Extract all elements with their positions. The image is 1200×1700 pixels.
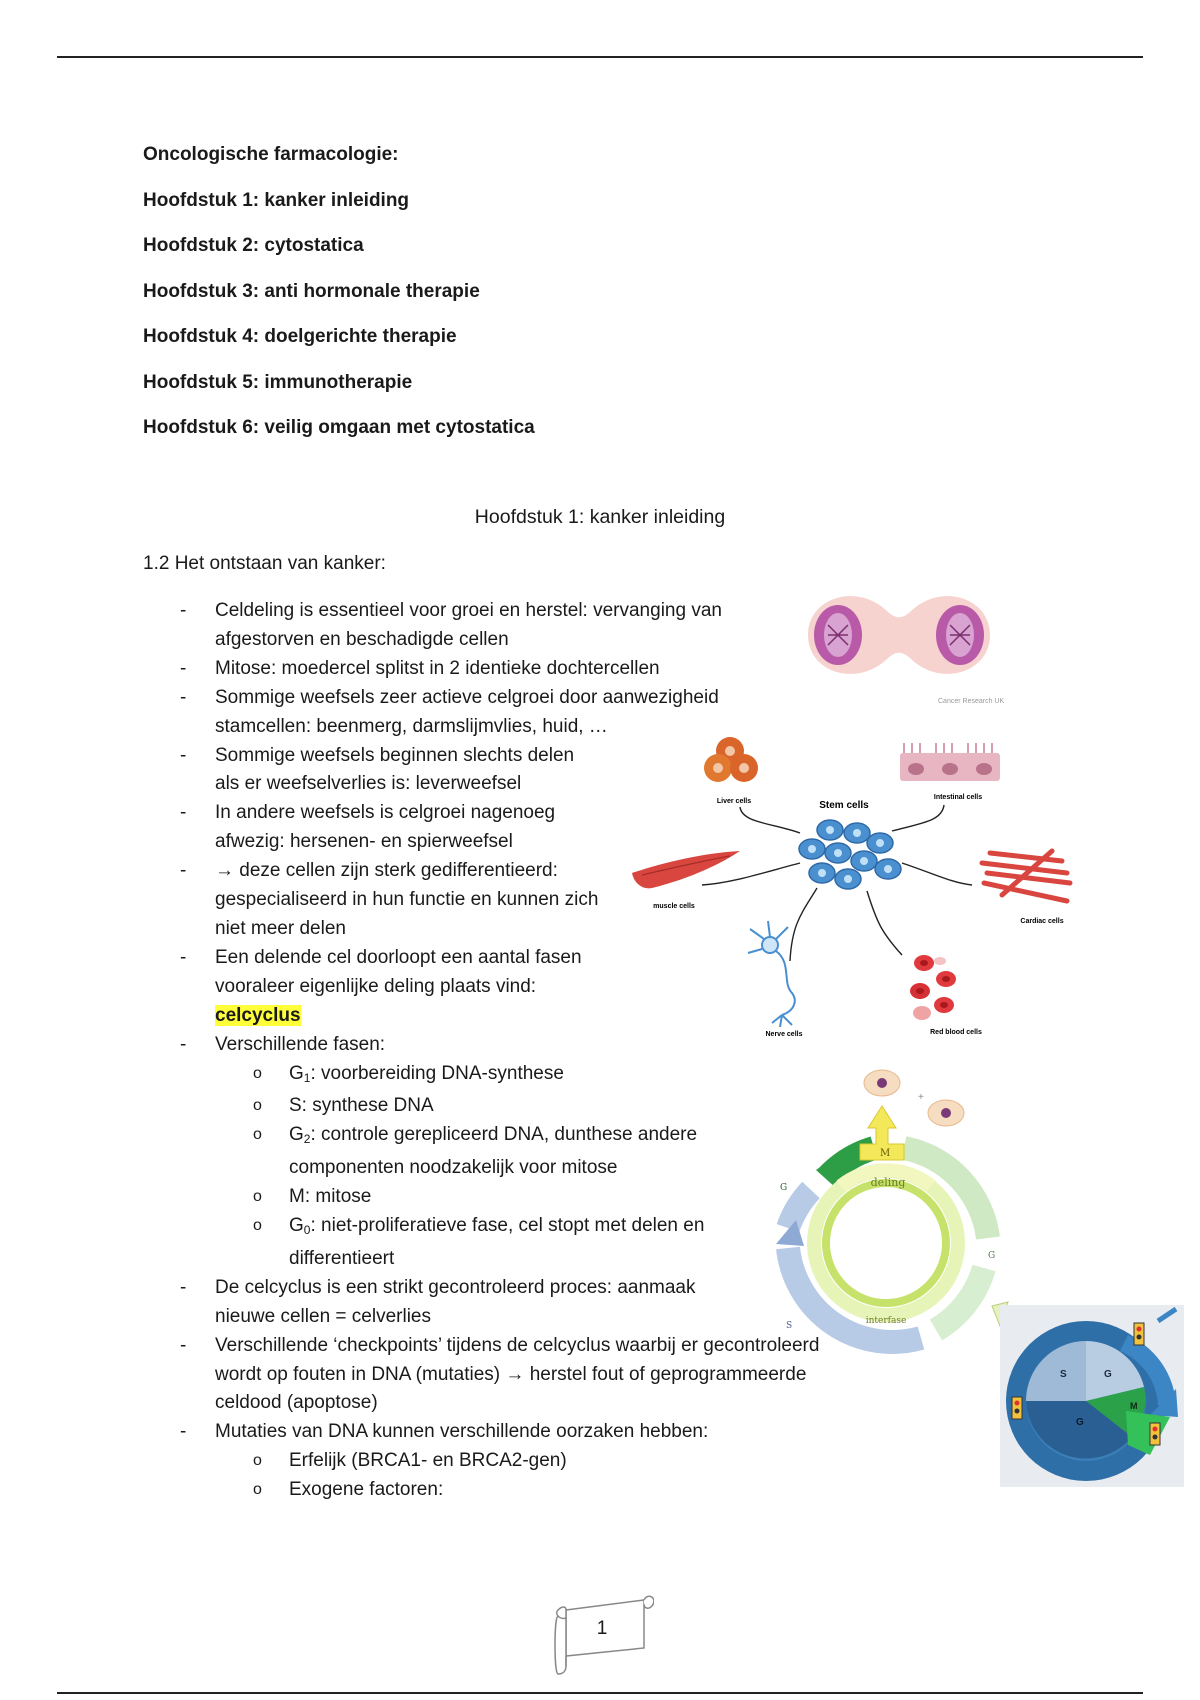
svg-text:deling: deling (870, 1176, 906, 1189)
stem-cells-figure (622, 723, 1092, 1043)
bullet-item: - Sommige weefsels zeer actieve celgroei door aanwezigheid stamcellen: beenmerg, darmslijmvlies, huid, … (143, 684, 753, 742)
phase-m: o M: mitose (143, 1183, 863, 1212)
mitosis-credit: Cancer Research UK (938, 698, 1005, 705)
svg-text:interfase: interfase (865, 1316, 907, 1326)
bullet-item: - Mitose: moedercel splitst in 2 identieke dochtercellen (143, 655, 783, 684)
bullet-item: - Verschillende fasen: (143, 1031, 863, 1060)
svg-text:G: G (780, 1183, 788, 1193)
phase-g0: o $G_0$: niet-proliferatieve fase, cel stopt met delen en differentieert (143, 1212, 718, 1274)
svg-text:Red blood cells: Red blood cells (930, 1029, 982, 1036)
toc-chapter: Hoofdstuk 4: doelgerichte therapie (143, 326, 457, 347)
phase-g1: o $G_1$: voorbereiding DNA-synthese (143, 1060, 863, 1093)
svg-text:Intestinal cells: Intestinal cells (933, 794, 983, 801)
toc-chapter: Hoofdstuk 3: anti hormonale therapie (143, 280, 480, 302)
svg-text:G: G (988, 1251, 996, 1261)
toc-chapter: Hoofdstuk 5: immunotherapie (143, 371, 413, 393)
table-of-contents (143, 143, 843, 462)
mitosis-figure (788, 577, 1010, 707)
page-number-scroll (548, 1590, 654, 1680)
phase-g2: o $G_2$: controle gerepliceerd DNA, dunthese andere componenten noodzakelijk voor mitose (143, 1121, 723, 1183)
phase-s: o S: synthese DNA (143, 1092, 863, 1121)
bottom-rule (57, 1692, 1143, 1694)
svg-text:muscle cells: muscle cells (653, 903, 695, 910)
checkpoint-wheel-figure (1000, 1305, 1184, 1487)
svg-text:G: G (1104, 1369, 1112, 1380)
toc-title: Oncologische farmacologie: (143, 144, 399, 165)
highlighted-term: celcyclus (215, 1004, 301, 1026)
bullet-item: - In andere weefsels is celgroei nagenoeg afwezig: hersenen- en spierweefsel (143, 799, 601, 857)
bullet-item: - Mutaties van DNA kunnen verschillende oorzaken hebben: (143, 1418, 843, 1447)
cell-cycle-figure (756, 1068, 1012, 1360)
bullet-item: - Verschillende ‘checkpoints’ tijdens de celcyclus waarbij er gecontroleerd wordt op fouten in DNA (mutaties) → herstel fout of geprogrammeerde celdood (apoptose) (143, 1332, 858, 1419)
svg-text:Liver cells: Liver cells (716, 798, 752, 805)
top-rule (57, 56, 1143, 58)
bullet-text: Een delende cel doorloopt een aantal fasen vooraleer eigenlijke deling plaats vind: (215, 946, 582, 997)
svg-text:M: M (1130, 1401, 1138, 1411)
svg-text:G: G (1076, 1417, 1084, 1428)
svg-text:Cardiac cells: Cardiac cells (1020, 918, 1064, 925)
page-number: 1 (596, 1618, 608, 1639)
bullet-item: - Sommige weefsels beginnen slechts delen als er weefselverlies is: leverweefsel (143, 742, 601, 800)
bullet-item: - De celcyclus is een strikt gecontroleerd proces: aanmaak nieuwe cellen = celverlies (143, 1274, 733, 1332)
svg-text:S: S (1060, 1369, 1067, 1380)
toc-chapter: Hoofdstuk 2: cytostatica (143, 235, 364, 256)
svg-text:+: + (918, 1092, 924, 1103)
bullet-item: - → deze cellen zijn sterk gedifferentieerd: gespecialiseerd in hun functie en kunnen zich niet meer delen (143, 857, 601, 944)
stem-cells-label: Stem cells (819, 800, 869, 811)
cause-item: o Exogene factoren: (143, 1476, 863, 1505)
svg-text:Nerve cells: Nerve cells (765, 1031, 803, 1038)
svg-text:S: S (786, 1321, 793, 1331)
cause-item: o Erfelijk (BRCA1- en BRCA2-gen) (143, 1447, 863, 1476)
bullet-item: - Celdeling is essentieel voor groei en herstel: vervanging van afgestorven en beschadigde cellen (143, 597, 783, 655)
bullet-item (143, 944, 583, 1031)
toc-chapter: Hoofdstuk 1: kanker inleiding (143, 189, 410, 211)
svg-text:M: M (880, 1148, 891, 1159)
toc-chapter: Hoofdstuk 6: veilig omgaan met cytostatica (143, 417, 535, 438)
section-title: 1.2 Het ontstaan van kanker: (143, 553, 386, 574)
chapter-heading: Hoofdstuk 1: kanker inleiding (474, 506, 726, 528)
